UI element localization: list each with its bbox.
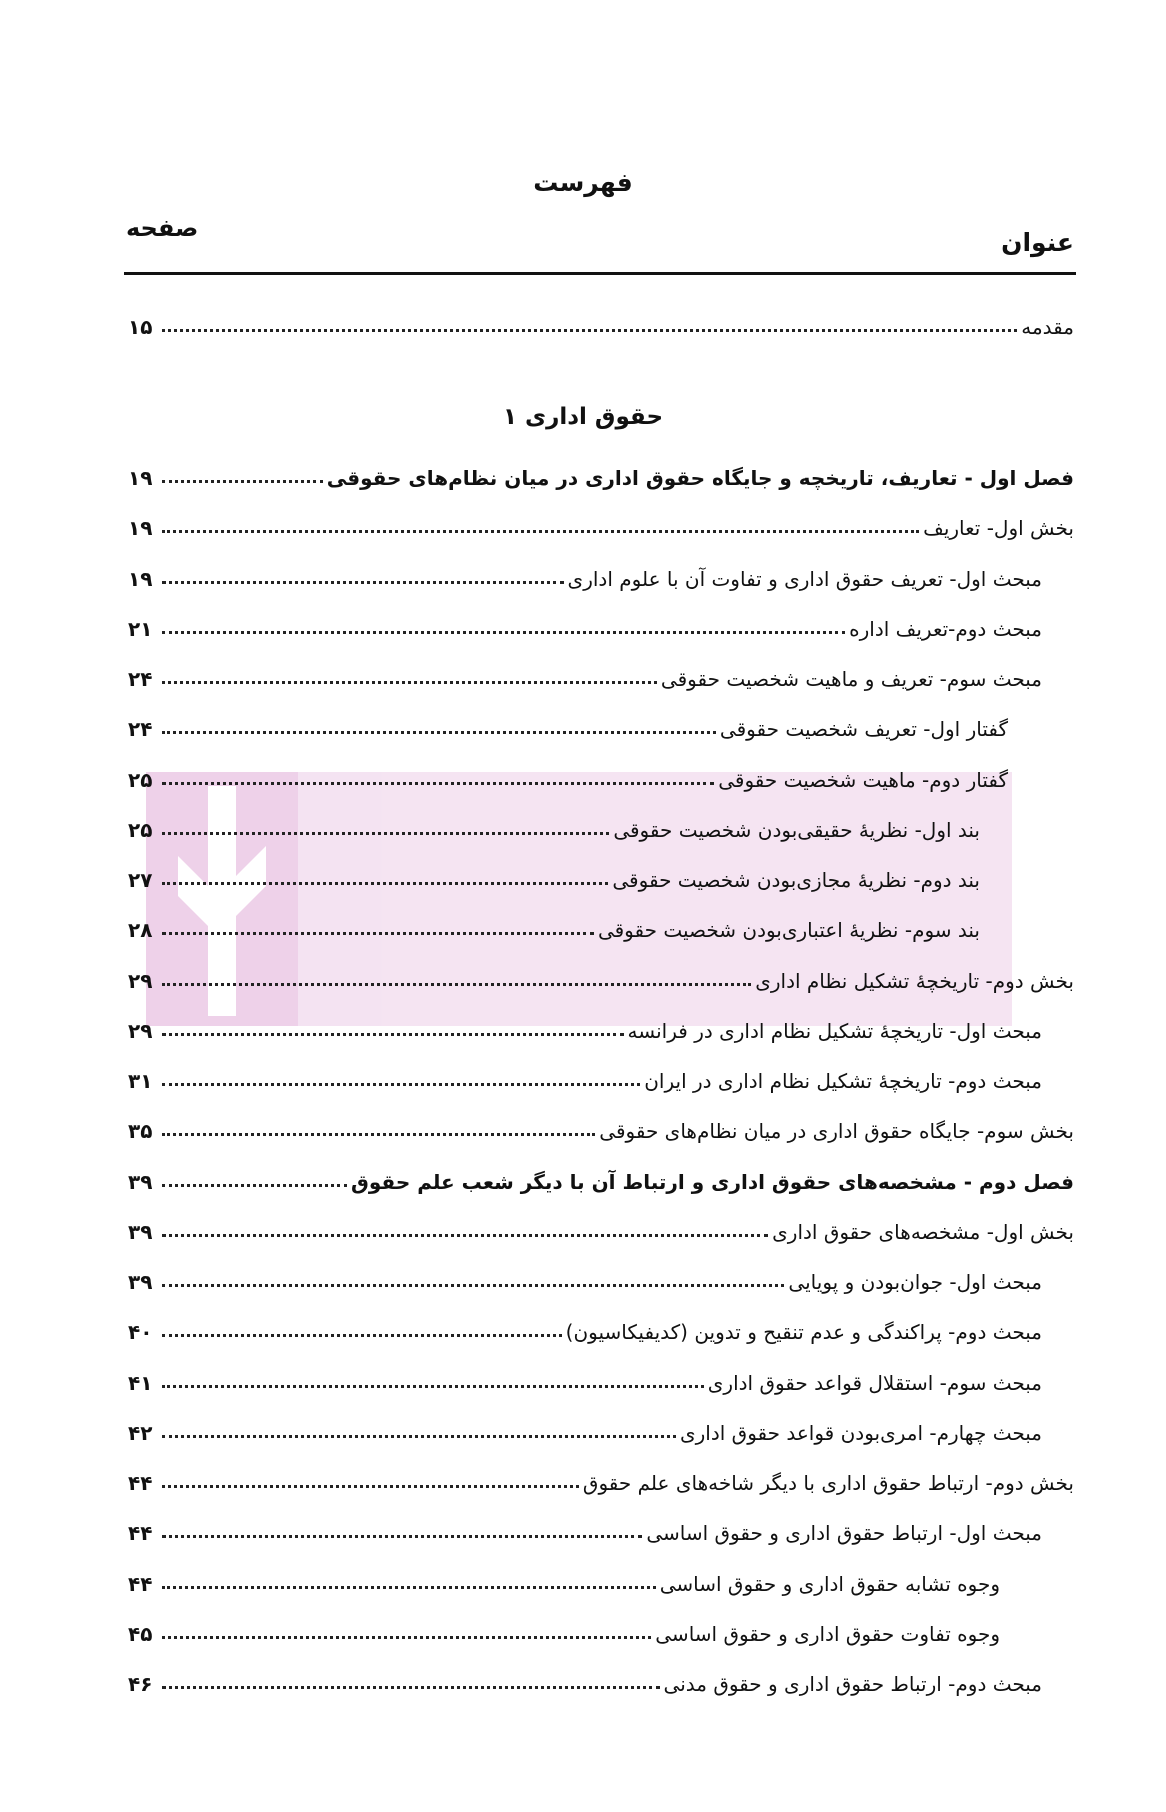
toc-entry-label: مبحث اول- ارتباط حقوق اداری و حقوق اساسی xyxy=(646,1521,1042,1546)
dot-leader xyxy=(162,1133,595,1136)
toc-entry xyxy=(128,1411,1042,1445)
toc-entry-label: مبحث سوم- استقلال قواعد حقوق اداری xyxy=(707,1370,1042,1395)
dot-leader xyxy=(162,1485,579,1488)
toc-entry-label: وجوه تفاوت حقوق اداری و حقوق اساسی xyxy=(655,1621,1000,1646)
page-title: فهرست xyxy=(533,168,633,197)
toc-entry-label: بند اول- نظریهٔ حقیقی‌بودن شخصیت حقوقی xyxy=(613,817,980,842)
toc-entry-page: ۴۲ xyxy=(128,1420,153,1445)
section-title: حقوق اداری ۱ xyxy=(502,404,664,430)
toc-entry-label: مقدمه xyxy=(1021,315,1074,339)
dot-leader xyxy=(162,932,594,935)
toc-entry-label: مبحث دوم-تعریف اداره xyxy=(849,616,1042,641)
toc-entry xyxy=(128,1612,1000,1646)
dot-leader xyxy=(162,731,716,734)
toc-entry-label: مبحث دوم- پراکندگی و عدم تنقیح و تدوین (کدیفیکاسیون) xyxy=(565,1320,1042,1345)
toc-entry-label: مبحث اول- تاریخچهٔ تشکیل نظام اداری در فرانسه xyxy=(627,1018,1042,1043)
dot-leader xyxy=(162,1184,347,1187)
toc-entry xyxy=(128,607,1042,641)
column-header-title: عنوان xyxy=(1001,228,1074,257)
toc-entry xyxy=(128,506,1074,540)
toc-entry-label: بخش اول- تعاریف xyxy=(923,516,1074,541)
dot-leader xyxy=(162,1586,656,1589)
toc-entry-page: ۱۹ xyxy=(128,516,153,541)
dot-leader xyxy=(162,1334,562,1337)
dot-leader xyxy=(162,782,714,785)
toc-entry xyxy=(128,1361,1042,1395)
toc-entry xyxy=(128,1260,1042,1294)
toc-entry xyxy=(128,1009,1042,1043)
toc-entry xyxy=(128,908,980,942)
toc-entry xyxy=(128,1310,1042,1344)
dot-leader xyxy=(162,329,1017,332)
toc-entry-page: ۳۵ xyxy=(128,1119,153,1144)
toc-entry xyxy=(128,1210,1074,1244)
toc-entry-page: ۴۴ xyxy=(128,1571,153,1596)
toc-entry-page: ۱۵ xyxy=(128,315,153,339)
toc-entry xyxy=(128,808,980,842)
toc-entry-label: بند سوم- نظریهٔ اعتباری‌بودن شخصیت حقوقی xyxy=(597,918,980,943)
header-divider xyxy=(124,272,1076,275)
toc-entry xyxy=(128,1461,1074,1495)
column-header-page: صفحه xyxy=(126,214,199,242)
toc-entry-page: ۲۹ xyxy=(128,1018,153,1043)
toc-entry-page: ۲۱ xyxy=(128,616,153,641)
dot-leader xyxy=(162,581,564,584)
dot-leader xyxy=(162,882,608,885)
toc-entry-label: مبحث سوم- تعریف و ماهیت شخصیت حقوقی xyxy=(660,667,1042,691)
toc-entry-label: مبحث دوم- تاریخچهٔ تشکیل نظام اداری در ایران xyxy=(644,1069,1042,1093)
toc-entry-label: بخش دوم- ارتباط حقوق اداری با دیگر شاخه‌های علم حقوق xyxy=(582,1471,1074,1495)
toc-entry-label: فصل دوم - مشخصه‌های حقوق اداری و ارتباط آن با دیگر شعب علم حقوق xyxy=(351,1169,1074,1194)
dot-leader xyxy=(162,1636,651,1639)
dot-leader xyxy=(162,1033,624,1036)
toc-entry xyxy=(128,557,1042,591)
toc-entry xyxy=(128,657,1042,691)
toc-entry-page: ۲۹ xyxy=(128,968,153,993)
toc-entry-page: ۲۸ xyxy=(128,918,153,943)
toc-entry-page: ۳۹ xyxy=(128,1169,153,1194)
dot-leader xyxy=(162,1083,640,1086)
toc-entry-intro xyxy=(128,305,1074,339)
toc-entry-page: ۲۴ xyxy=(128,667,153,691)
toc-entry xyxy=(128,456,1074,490)
toc-entry-label: مبحث دوم- ارتباط حقوق اداری و حقوق مدنی xyxy=(663,1672,1042,1696)
toc-entry-label: بخش دوم- تاریخچهٔ تشکیل نظام اداری xyxy=(755,968,1074,993)
toc-entry-page: ۱۹ xyxy=(128,466,153,490)
dot-leader xyxy=(162,832,609,835)
toc-entry-label: بخش سوم- جایگاه حقوق اداری در میان نظام‌های حقوقی xyxy=(599,1119,1074,1144)
toc-entry-page: ۴۶ xyxy=(128,1672,153,1696)
toc-entry-page: ۴۱ xyxy=(128,1370,153,1395)
toc-entry-label: فصل اول - تعاریف، تاریخچه و جایگاه حقوق اداری در میان نظام‌های حقوقی xyxy=(326,466,1074,490)
toc-entry xyxy=(128,959,1074,993)
toc-entry xyxy=(128,1511,1042,1545)
dot-leader xyxy=(162,983,751,986)
toc-entry xyxy=(128,1662,1042,1696)
toc-entry xyxy=(128,858,980,892)
toc-entry-label: بند دوم- نظریهٔ مجازی‌بودن شخصیت حقوقی xyxy=(612,868,980,892)
toc-entry xyxy=(128,1059,1042,1093)
dot-leader xyxy=(162,1385,704,1388)
toc-entry-page: ۴۰ xyxy=(128,1320,153,1345)
dot-leader xyxy=(162,1435,676,1438)
toc-entry-page: ۴۴ xyxy=(128,1521,153,1546)
toc-entry-page: ۲۷ xyxy=(128,868,153,892)
toc-entry-label: گفتار اول- تعریف شخصیت حقوقی xyxy=(719,717,1008,742)
dot-leader xyxy=(162,681,657,684)
dot-leader xyxy=(162,1234,768,1237)
toc-entry-label: مبحث اول- تعریف حقوق اداری و تفاوت آن با علوم اداری xyxy=(567,566,1042,591)
toc-entry xyxy=(128,707,1008,741)
toc-entry-page: ۲۵ xyxy=(128,767,153,792)
dot-leader xyxy=(162,1686,660,1689)
toc-entry-label: گفتار دوم- ماهیت شخصیت حقوقی xyxy=(718,767,1008,792)
toc-entry-label: وجوه تشابه حقوق اداری و حقوق اساسی xyxy=(659,1571,1000,1596)
toc-entry-page: ۲۴ xyxy=(128,717,153,742)
dot-leader xyxy=(162,1535,642,1538)
dot-leader xyxy=(162,530,919,533)
toc-entry-page: ۴۵ xyxy=(128,1621,153,1646)
toc-entry-label: مبحث چهارم- امری‌بودن قواعد حقوق اداری xyxy=(679,1420,1042,1445)
toc-entry-page: ۳۱ xyxy=(128,1069,153,1093)
toc-entry-page: ۳۹ xyxy=(128,1219,153,1244)
toc-entry xyxy=(128,1160,1074,1194)
toc-entry xyxy=(128,758,1008,792)
dot-leader xyxy=(162,1284,784,1287)
toc-entry-label: مبحث اول- جوان‌بودن و پویایی xyxy=(788,1270,1042,1294)
dot-leader xyxy=(162,631,845,634)
toc-entry-page: ۲۵ xyxy=(128,817,153,842)
toc-entry xyxy=(128,1109,1074,1143)
toc-entry xyxy=(128,1562,1000,1596)
toc-entry-page: ۴۴ xyxy=(128,1471,153,1495)
dot-leader xyxy=(162,480,323,483)
toc-entry-label: بخش اول- مشخصه‌های حقوق اداری xyxy=(772,1219,1074,1244)
toc-entry-page: ۱۹ xyxy=(128,566,153,591)
toc-entry-page: ۳۹ xyxy=(128,1270,153,1294)
